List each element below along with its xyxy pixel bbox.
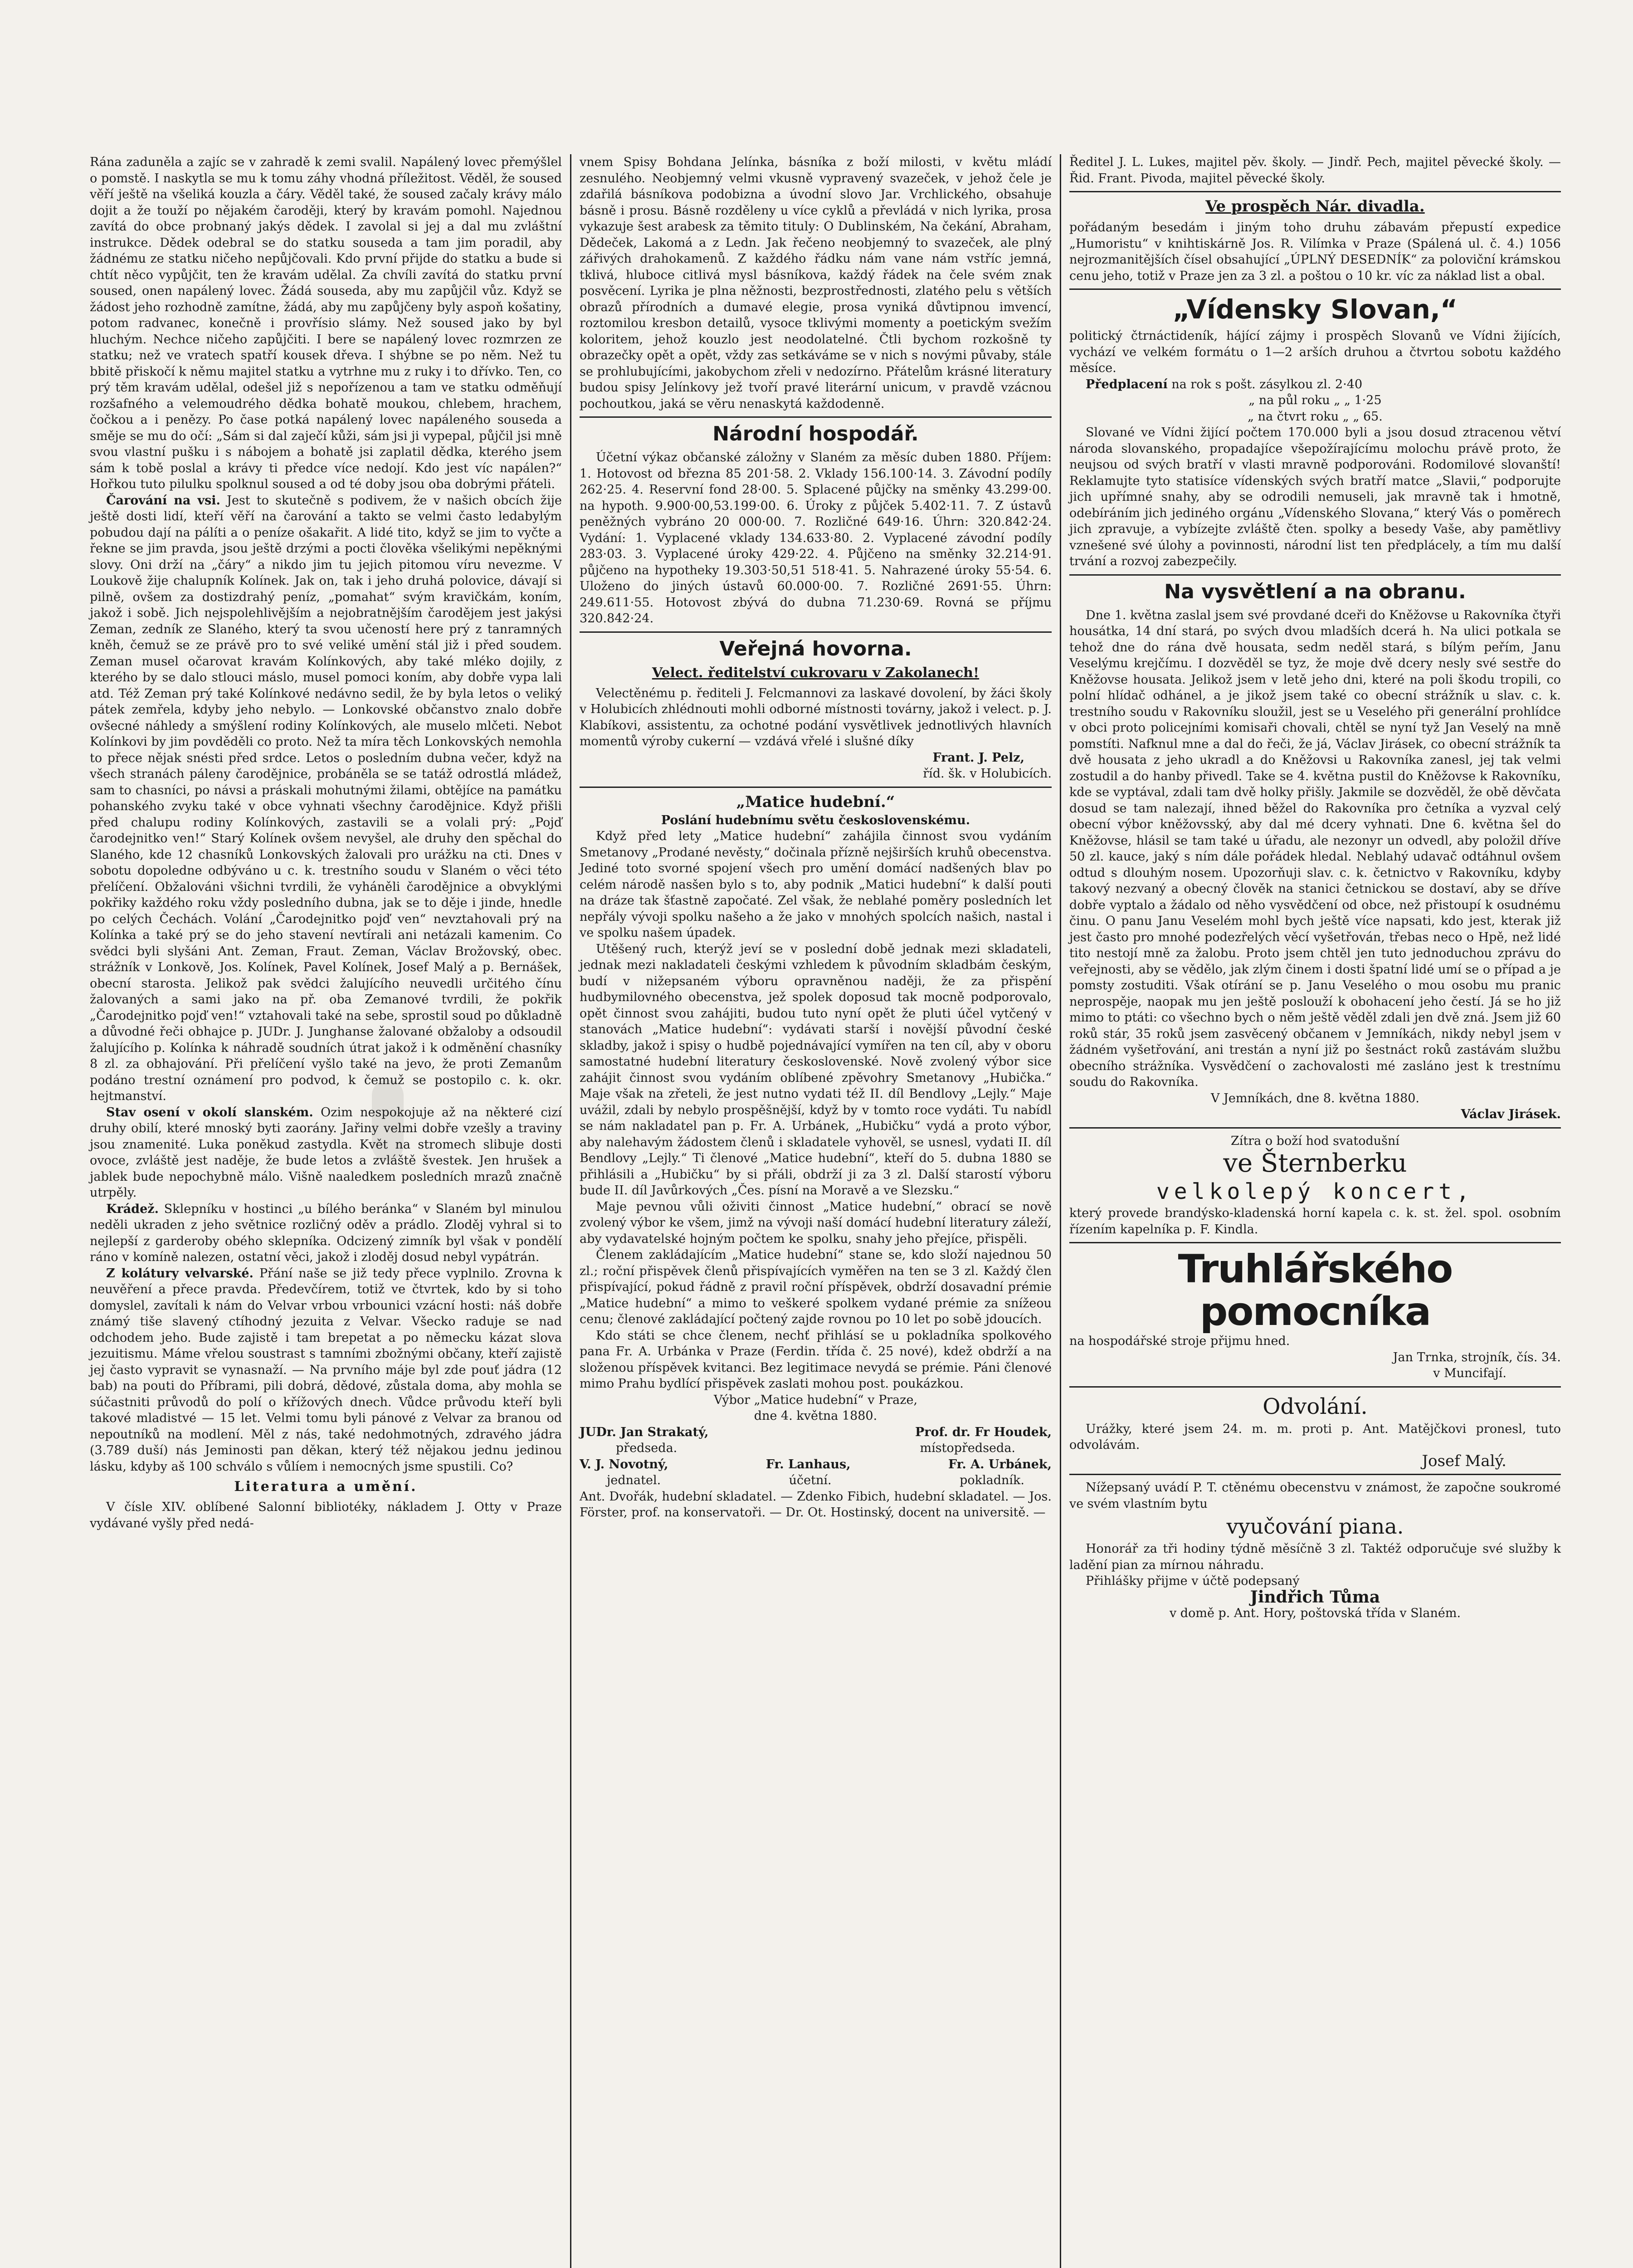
article-body: Ozim nespokojuje až na některé cizí druhy obilí, které mnoský byti zaorány. Jařiny velmi dobře vzešly a traviny jsou znamenité. Luka poněkud zastydla. Květ na stromech slibuje dosti ovoce, zvláště jest naděje, že bude letos a zvláště švestek. Jen hrušek a jablek bude nepochybně málo. Višně naaledkem posledních mrazů značně utrpěly.	[90, 1105, 562, 1200]
divider	[580, 631, 1052, 633]
ad-text: Honorář za tři hodiny týdně měsíčně 3 zl. Taktéž odporučuje své služby k ladění pian za mírnou náhradu.	[1069, 1542, 1561, 1572]
ad-text: v Muncifají.	[1433, 1366, 1506, 1380]
article-text: Když před lety „Matice hudební“ zahájila činnost svou vydáním Smetanovy „Prodané nevěsty,“ dočinala přízně nejširších kruhů obecenstva. Jediné toto svorné spojení všech pro umění domácí nadšených blav po celém národě nasšen bylo s to, aby podnik „Matici hudební“ k další pouti na dráze tak šťastně započaté. Zel však, že neblahé poměry posledních let nepřály vývoji spolku našeho a že jako v mnohých spolcích našich, nastal i ve spolku našem úpadek.	[580, 829, 1052, 940]
section-heading: Na vysvětlení a na obranu.	[1164, 580, 1466, 603]
ad-text: Josef Malý.	[1422, 1452, 1506, 1470]
committee-heading: Výbor „Matice hudební“ v Praze,	[713, 1393, 918, 1407]
divider	[1069, 191, 1561, 192]
article-text: Ant. Dvořák, hudební skladatel. — Zdenko Fibich, hudební skladatel. — Jos. Förster, prof. na konservatoři. — Dr. Ot. Hostinský, docent na universitě. —	[580, 1489, 1052, 1520]
article-text: politický čtrnáctideník, hájící zájmy i prospěch Slovanů ve Vídni žijících, vychází ve velkém formátu o 1—2 arších druhou a čtvrtou sobotu každého měsíce.	[1069, 329, 1561, 375]
divider	[1069, 574, 1561, 576]
ad-text: Přihlášky přijme v účtě podepsaný	[1086, 1574, 1300, 1588]
subsection-heading: Velect. ředitelství cukrovaru v Zakolanech!	[652, 665, 980, 681]
article-body: Sklepníku v hostinci „u bílého beránka“ v Slaném byl minulou neděli ukraden z jeho světnice rozličný oděv a prádlo. Zloděj vyhral si to nejlepší z garderoby obého sklepníka. Odcizený zimník byl však v pondělí ráno v komíně nalezen, ostatní věci, jakož i zloděj dosud nebyl vypátrán.	[90, 1202, 562, 1264]
newspaper-page	[82, 154, 1569, 2268]
article-text	[90, 1105, 562, 1201]
article-text: Účetní výkaz občanské záložny v Slaném za měsíc duben 1880. Příjem: 1. Hotovost od března 85 201·58. 2. Vklady 156.100·14. 3. Závodní podíly 262·25. 4. Reservní fond 28·00. 5. Splacené půjčky na směnky 43.299·00. na hypoth. 9.900·00,53.199·00. 6. Úroky z půjček 5.402·11. 7. Z ústavů peněžných vybráno 20 000·00. 7. Rozličné 649·16. Úhrn: 320.842·24. Vydání: 1. Vyplacené vklady 134.633·80. 2. Vyplacené závodní podíly 283·03. 3. Vyplacené úroky 429·22. 4. Půjčeno na směnky 32.214·91. půjčeno na hypotheky 19.303·50,51 518·41. 5. Nahrazené úroky 55·54. 6. Uloženo do jiných ústavů 60.000·00. 7. Rozličné 2691·55. Úhrn: 249.611·55. Hotovost zbývá do dubna 71.230·69. Rovná se příjmu 320.842·24.	[580, 450, 1052, 626]
ad-text: Urážky, které jsem 24. m. m. proti p. Ant. Matějčkovi pronesl, tuto odvolávám.	[1069, 1422, 1561, 1452]
ad-title: Truhlářského pomocníka	[1178, 1246, 1453, 1334]
signature-name: Frant. J. Pelz,	[932, 750, 1024, 765]
article-text	[90, 493, 562, 1105]
article-text: Členem zakládajícím „Matice hudební“ stane se, kdo složí najednou 50 zl.; roční přispěvek členů přispívajících vyměřen na ten se 3 zl. Každý člen přispívající, pokud řádně z pravil roční příspěvek, obdrží dosavadní prémie „Matice hudební“ a mimo to veškeré spolkem vydané prémie za snížeou cenu; členové zakládající počtený zajde rovnou po 10 let po sobě jdoucích.	[580, 1248, 1052, 1326]
signature-role: místopředseda.	[920, 1441, 1015, 1455]
place-date: V Jemníkách, dne 8. května 1880.	[1210, 1091, 1420, 1105]
divider	[580, 416, 1052, 418]
ad-text: na hospodářské stroje přijmu hned.	[1069, 1334, 1290, 1348]
section-heading: Ve prospěch Nár. divadla.	[1205, 197, 1425, 215]
article-text: V čísle XIV. oblíbené Salonní bibliotéky, nákladem J. Otty v Praze vydávané vyšly před nedá-	[90, 1500, 562, 1530]
article-body: Jest to skutečně s podivem, že v našich obcích žije ještě dosti lidí, kteří věří na čarování a takto se velmi často ledabylým pobudou dají na pálíti a o peníze ošakařit. A lidé tito, když se jim to vyčte a řekne se jim pravda, jsou ještě drzými a pocti člověka všelikými nepěknými slovy. Oni drží na „čáry“ a nikdo jim tu jejich pitomou víru nevezme. V Loukově žije chalupník Kolínek. Jak on, tak i jeho druhá polovice, dávají si pilně, ovšem za dostizdrahý peníz, „pomahat“ svým kravičkám, koním, jakož i sobě. Jich nejspolehlivějším a nejobratnějším čarodějem jest jakýsi Zeman, zedník ze Slaného, který ta svou učeností here prý z tanramných kněh, čemuž se ze právě pro to své veliké umění stál již i před soudem. Zeman musel očarovat kravám Kolínkových, aby také mléko dojily, z kterého by se dalo stlouci máslo, musel pomoci koním, aby dobře vypa lali atd. Též Zeman prý také Kolínkové nedávno sedil, že by byla letos o veliký pátek zemřela, kdyby jeho nebylo. — Lonkovské občanstvo znalo dobře ovšecné náhledy a smýšlení rodiny Kolínkových, ale muselo mlčeti. Nebot Kolínkovi by jim povděděli co proto. Než ta míra těch Lonkovských nemohla to přece nějak snésti před srdce. Letos o posledním dubna večer, když na všech stranách páleny čarodějnice, probáněla se se tatáž odrostlá mládež, sam to chasníci, po návsi a práskali mohutnými žilami, obtějíce na památku pohanského zvyku také v obce vyhnati všechny čarodějnice. Když přišli před chalupu rodiny Kolínkových, zastavili se a volali prý: „Pojď čarodejnitko ven!“ Starý Kolínek ovšem nevyšel, ale druhy den spěchal do Slaného, kde 12 chasníků Lonkovských žalovali pro urážku na cti. Dnes v sobotu dopoledne odbýváno u c. k. trestního soudu v Slaném o věci této přelíčení. Obžalováni všichni tvrdili, že vyháněli čarodějnice a obvyklými pokřiky každého roku vždy posledního dubna, jak se to děje i jinde, hnedle po celých Čechách. Volání „Čarodejnitko pojď ven“ nevztahovali prý na Kolínka a také prý se do jeho stavení nevtírali ani netázali kamenim. Co svědci byli slyšáni Ant. Zeman, Fraut. Zeman, Václav Brožovský, obec. strážník v Lonkově, Jos. Kolínek, Pavel Kolínek, Josef Malý a p. Bernášek, obecní starosta. Jelikož pak svědci žalujícího neuvedli určitého čínu žalovaných a sami jako na př. oba Zemanové tvrdili, že pokřik „Čarodejnitko pojď ven!“ vztahovali také na sebe, sprostil soud po důkladně a důvodné řeči obhajce p. JUDr. J. Junghanse žalované obžaloby a odsoudil žalujícího p. Kolínka k náhradě soudních útrat jakož i k odměnění chasníky 8 zl. za obhajování. Při přelíčení vyšlo také na jevo, že proti Zemanům podáno trestní oznámení pro podvod, k čemuž se postopilo c. k. okr. hejtmanství.	[90, 493, 562, 1103]
subsection-heading: Poslání hudebnímu světu československému.	[661, 813, 970, 827]
article-heading: Krádež.	[106, 1202, 159, 1216]
article-heading: Čarování na vsi.	[106, 493, 220, 508]
article-text: Dne 1. května zaslal jsem své provdané dceři do Kněžovse u Rakovníka čtyři housátka, 14 dní stará, po svých dvou mladších dcerá h. Na ulici potkala se tehož dne do rána dvě housata, sedm neděl stará, s bílým peřím, Janu Veselýmu krejčímu. I dozvěděl se tyz, že moje dvě dcery nesly své sestře do Kněžovse housata. Jelikož jsem v letě jeho dni, které na poli škodu tropili, co polní hlídač odhánel, a je jikož jsem také co obecní strážník u slav. c. k. trestního soudu v Rakovníku sloužil, jest se u Veselého při generální prohlídce v obci proto policejními komisaři chovali, chtěl se nyní tyž Jan Veselý na mně pomstíti. Nafknul mne a dal do řeči, že já, Václav Jirásek, co obecní strážník ta dvě housata z jeho ukradl a do Kněžovsi u Rakovníka zanesl, jej tak velmi zostudil a do hanby přivedl. Take se 4. května pustil do Kněžovse k Rakovníku, kde se vyptával, zdali tam dvě holky přišly. Jakmile se dozvěděl, že obě děvčata dosud se tam nalezají, ihned běžel do Rakovníka pro četníka a vyzval celý obecní výbor kněžovsský, aby dal mé dcery vyhnati. Dne 6. května šel do Kněžovse, hlásil se tam také u úřadu, ale nezonyr un odvedl, aby položil dříve 50 zl. kauce, jaký s ním dále pořádek hledal. Neblahý udavač odtáhnul ovšem odtud s dlouhým nosem. Upozorňuji slav. c. k. četnictvo v Rakovníku, kdyby takový nezvaný a obecný člověk na stanici četnickou se dostaví, aby se dříve dobře vyptalo a žádalo od něho vysvědčení od obce, než přistoupí k osudnému činu. O panu Janu Veselém mohl bych ještě více napsati, kdo jest, kterak již jest často pro mnohé podezřelých věcí vyšetřován, třebas neco o Hpě, než lidé tito nestojí mně za žalobu. Proto jsem chtěl jen tuto jednoduchou zprávu do veřejnosti, aby se vědělo, jak zlým činem i dosti špatní lidé umí se o případ a je pomsty zostuditi. Však otírání se p. Janu Veselého o mou osobu mu pranic neprospěje, naopak mu jen ještě poslouží k obohacení jeho čestí. Já se ho již mimo to ptáti: co všechno bych o něm ještě věděl zdali jen dvě zná. Jsem již 60 roků stár, 35 roků jsem zasvěcený občanem v Jemníkách, nikdy nebyl jsem v žádném vyšetřování, ani trestán a nyní již po šestnáct roků zastávám službu obecního strážníka. Vysvědčení o zachovalosti mé zasláno jest k trestnímu soudu do Rakovníka.	[1069, 608, 1561, 1089]
article-text: Velectěnému p. řediteli J. Felcmannovi za laskavé dovolení, by žáci školy v Holubicích zhlédnouti mohli odborné místnosti továrny, jakož i velect. p. J. Klabíkovi, assistentu, za ochotné podání vysvětlivek jednotlivých hlavních momentů výroby cukerní — vzdává vřelé i slušné díky	[580, 686, 1052, 748]
section-heading: Literatura a umění.	[234, 1479, 418, 1495]
column-1	[82, 154, 571, 2268]
signature-role: účetní.	[789, 1473, 832, 1487]
section-heading: Veřejná hovorna.	[719, 637, 912, 660]
article-text: Ředitel J. L. Lukes, majitel pěv. školy. — Jindř. Pech, majitel pěvecké školy. — Řid. Frant. Pivoda, majitel pěvecké školy.	[1069, 155, 1561, 186]
article-text: pořádaným besedám i jiným toho druhu zábavám přepustí expedice „Humoristu“ v knihtiskárně Jos. R. Vilímka v Praze (Spálená ul. č. 4.) 1056 nejrozmanitějších čísel obsahující „ÚPLNÝ DESEDNÍK“ za poloviční krámskou cenu jeho, totiž v Praze jen za 3 zl. a poštou o 10 kr. víc za náklad list a obal.	[1069, 220, 1561, 283]
ad-text: v domě p. Ant. Hory, poštovská třída v Slaném.	[1169, 1606, 1461, 1620]
ad-text: Zítra o boží hod svatodušní	[1230, 1134, 1400, 1148]
signature-row	[580, 1424, 1052, 1441]
ad-title: ve Šternberku	[1223, 1149, 1407, 1178]
divider	[1069, 288, 1561, 290]
ad-text: Jan Trnka, strojník, čís. 34.	[1393, 1350, 1561, 1364]
column-3	[1061, 154, 1569, 2268]
divider	[1069, 1127, 1561, 1129]
ad-title: „Vídensky Slovan,“	[1172, 294, 1458, 325]
column-2	[571, 154, 1061, 2268]
price-heading: Předplacení	[1086, 377, 1168, 391]
divider	[1069, 1242, 1561, 1243]
committee-date: dne 4. května 1880.	[754, 1409, 877, 1423]
ad-title: vyučování piana.	[1226, 1514, 1404, 1539]
ad-title: Odvolání.	[1263, 1393, 1368, 1419]
signature-name: Prof. dr. Fr Houdek,	[915, 1425, 1052, 1439]
signature-role: předseda.	[616, 1441, 678, 1455]
signature-role: pokladník.	[960, 1473, 1024, 1487]
signature-role: říd. šk. v Holubicích.	[923, 767, 1052, 781]
article-text: Slované ve Vídni žijící počtem 170.000 byli a jsou dosud ztracenou větví národa slovanského, propadajíce všepožírajícímu molochu právě proto, že neujsou od svých bratří v vlasti mravně podporováni. Rodomilové slovanští! Reklamujte tyto statisíce vídenských svých bratří matce „Slavii,“ podporujte jich upřímné snahy, aby se odrodili nemuseli, jak mravně tak i hmotně, odebíráním jich jediného orgánu „Vídenského Slovana,“ který Vás o poměrech jich zpravuje, a vybízejte zvláště čten. spolky a besedy Vaše, aby pamětlivy vznešené své úlohy a povinnosti, národní list ten předplácely, a tím mu další trvání a rozvoj zabezpečily.	[1069, 425, 1561, 568]
article-text: Utěšený ruch, kterýž jeví se v poslední době jednak mezi skladateli, jednak mezi nakladateli českými vzhledem k původním skladbám českým, budí v nižepsaném výboru opravněnou naději, že za přispění hudbymilovného obecenstva, jež spolek doposud tak mocně podporovalo, opět činnost svou zahájiti, budou tuto nyní opět že pluti účel vytčený v stanovách „Matice hudební“: vydávati starší i novější původní české skladby, jakož i spisy o hudbě pojednávající vymířen na ten cíl, aby v oboru samostatné hudební literatury československé. Nově zvolený výbor sice zahájit činnost svou vydáním oblíbené zpěvohry Smetanovy „Hubička.“ Maje však na zřeteli, že jest nutno vydati též II. díl Bendlovy „Lejly.“ Maje uvážil, zdali by nebylo prospěšnější, když by v tomto roce vydáti. Tu nabídl se nám nakladatel pan p. Fr. A. Urbánek, „Hubičku“ vydá a proto výbor, aby nalehavým žádostem členů i skladatele vyhověl, se usnesl, vydati II. díl Bendlovy „Lejly.“ Ti členové „Matice hudební“, kteří do 5. dubna 1880 se přihlásili a „Hubičku“ by si přáli, obdrží ji za 3 zl. Další starostí výboru bude II. díl Javůrkových „Čes. písní na Moravě a ve Slezsku.“	[580, 942, 1052, 1198]
ad-title: velkolepý koncert,	[1156, 1179, 1474, 1204]
subsection-heading: „Matice hudební.“	[736, 792, 895, 811]
signature-name: V. J. Novotný,	[580, 1457, 668, 1471]
article-text: Kdo státi se chce členem, nechť přihlásí se u pokladníka spolkového pana Fr. A. Urbánka v Praze (Ferdin. třída č. 25 nové), kdež obdrží a na složenou příspěvek kvitanci. Bez legitimace nevydá se prémie. Páni členové mimo Prahu bydlící přispěvek zaslati mohou post. poukázkou.	[580, 1328, 1052, 1391]
signature-name: Fr. A. Urbánek,	[948, 1457, 1052, 1471]
article-heading: Stav osení v okolí slanském.	[106, 1105, 313, 1119]
ad-text: Nížepsaný uvádí P. T. ctěnému obecenstvu v známost, že započne soukromé ve svém vlastním bytu	[1069, 1481, 1561, 1511]
divider	[580, 787, 1052, 788]
divider	[1069, 1386, 1561, 1388]
price-line	[1069, 376, 1561, 393]
price-line: „ na půl roku „ „ 1·25	[1248, 393, 1382, 407]
ad-text: který provede brandýsko-kladenská horní kapela c. k. st. žel. spol. osobním řízením kapelníka p. F. Kindla.	[1069, 1206, 1561, 1237]
price-value: na rok s pošt. zásylkou zl. 2·40	[1171, 377, 1363, 391]
article-text: Rána zaduněla a zajíc se v zahradě k zemi svalil. Napálený lovec přemýšlel o pomstě. I naskytla se mu k tomu záhy vhodná příležitost. Věděl, že soused věří ještě na všeliká kouzla a čáry. Věděl také, že soused začaly krávy málo dojit a že touží po nějakém čaroději, který by kravám pomohl. Najednou zavítá do obce probnaný jakýs dědek. I zavolal si jej a dal mu zvláštní instrukce. Dědek odebral se do statku souseda a tam jim poradil, aby žádnému ze statku ničeho nepůjčovali. Kdo první přijde do statku a bude si chtít něco vypůjčit, ten že kravám udělal. Za chvíli zavítá do statku první soused, onen napálený lovec. Žádá souseda, aby mu zapůjčil vůz. Když se žádost jeho rozhodně zamítne, žádá, aby mu zapůjčeny byly aspoň košatiny, potom radvanec, konečně i provřísio slámy. Než soused jako by byl hluchým. Nechce ničeho zapůjčiti. I bere se napálený lovec rozmrzen ze statku; než ve vratech spatří kousek dřeva. I shýbne se po něm. Než tu bbitě přiskočí k němu majitel statku a vytrhne mu z ruky i to dřívko. Ten, co prý těm kravám udělal, odešel již s nepořízenou a tam ve statku odměňují rozšafného a velemoudrého dědka bohatě moukou, chlebem, hrachem, čočkou a i penězy. Po čase potká napálený lovec napáleného souseda a směje se mu do očí: „Sám si dal zaječí kůži, sám jsi ji vypepal, půjčil jsi mně svou vlastní pušku i s nábojem a bohatě jsi zaplatil dědka, kterého jsem sám k tobě poslal a krávy ti předce více nedojí. Kdo jest víc napálen?“ Hořkou tuto pilulku spolknul soused a od té doby jsou oba dobrými přáteli.	[90, 155, 562, 491]
article-heading: Z kolátury velvarské.	[106, 1266, 253, 1281]
divider	[1069, 1474, 1561, 1475]
article-text: Maje pevnou vůli oživiti činnost „Matice hudební,“ obrací se nově zvolený výbor ke všem, jimž na vývoji naší domácí hudební literatury záleží, aby vydavatelské hojným počtem ke spolku, snahy jeho přejíce, přispěli.	[580, 1199, 1052, 1246]
section-heading: Národní hospodář.	[712, 422, 919, 445]
signature-row	[580, 1472, 1052, 1489]
price-line: „ na čtvrt roku „ „ 65.	[1248, 409, 1383, 424]
signature-name: JUDr. Jan Strakatý,	[580, 1425, 709, 1439]
signature-row	[580, 1440, 1052, 1457]
signature-row	[580, 1457, 1052, 1473]
signature-name: Václav Jirásek.	[1461, 1107, 1561, 1121]
ad-name: Jindřich Tůma	[1250, 1587, 1380, 1607]
signature-name: Fr. Lanhaus,	[765, 1457, 851, 1471]
article-body: Přání naše se již tedy přece vyplnilo. Zrovna k neuvěření a přece pravda. Předevčírem, totiž ve čtvrtek, kdo by si toho domyslel, zavítali k nám do Velvar vrbou vrbounici vzácní hosti: náš dobře známý tiše slavený ctíhodný jezuita z Velvar. Všecko raduje se nad odchodem jeho. Bude zajistě i tam brepetat a po německu kázat slova jezuitismu. Máme vřelou soustrast s tamními zbožnými občany, kteří zajistě jej často vypravit se vynasnaží. — Na prvního máje byl zde pouť jádra (12 bab) na pouti do Příbrami, pili dobrá, dědové, zůstala doma, aby mohla se súčastniti průvodů do polí o křížových dnech. Vůdce průvodu kteří byli takové mladistvé — 15 let. Velmi tomu byli pánové z Velvar za branou od nepoutníků na modlení. Měl z nás, také nedohmotných, zdravého jádra (3.789 duší) nás Jeminosti pan děkan, který též nějakou jednu jedinou lásku, kdyby aš 100 schválo s vůlíem i nemocných jsme spustili. Co?	[90, 1266, 562, 1474]
signature-role: jednatel.	[607, 1473, 661, 1487]
article-text	[90, 1266, 562, 1475]
article-text	[90, 1201, 562, 1266]
article-text: vnem Spisy Bohdana Jelínka, básníka z boží milosti, v květu mládí zesnulého. Neobjemný velmi vkusně vypravený svazeček, v jehož čele je zdařilá básníkova podobizna a úvodní slovo Jar. Vrchlického, obsahuje básně i prosu. Básně rozděleny u více cyklů a převládá v nich lyrika, prosa vykazuje šest arabesk za těmito tituly: O Dublinském, Na čekání, Abraham, Dědeček, Lakomá a z Ledn. Jak řečeno neobjemný to svazeček, ale plný zářivých drahokamenů. Z každého řádku nám vane nám vstříc jemná, tklivá, hluboce citlivá mysl básníkova, každý řádek na čele svém znak posvěcení. Lyrika je plna něžnosti, bezprostřednosti, zlatého pelu s větších obrazů přírodních a dumavé elegie, prosa vyniká důvtipnou imvencí, roztomilou kresbon detailů, vysoce tklivými momenty a poetickým svežím koloritem, jehož kouzlo jest neodolatelné. Čtli bychom rozkošně ty obrazečky opět a opět, vždy zas setkáváme se v nich s novými půvaby, stále se prohlubujícími, jakobychom zřeli v nedozírno. Přátelům krásné literatury budou spisy Jelínkovy jež tvoří pravé literární unicum, v pravdě vzácnou pochoutkou, jaká se věru nenaskytá každodenně.	[580, 155, 1052, 411]
